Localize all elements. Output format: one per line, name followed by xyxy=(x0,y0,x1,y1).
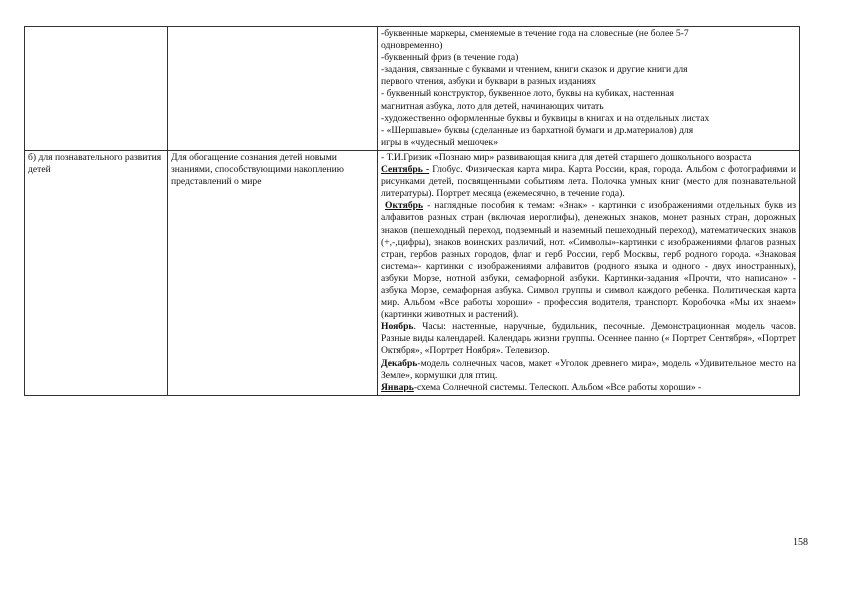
january-paragraph xyxy=(381,382,796,394)
december-paragraph xyxy=(381,358,796,382)
list-line: - буквенный конструктор, буквенное лото, буквы на кубиках, настенная xyxy=(381,88,675,100)
section-title-cell xyxy=(25,150,168,395)
list-line: игры в «чудесный мешочек» xyxy=(381,136,499,148)
intro-paragraph: - Т.И.Гризик «Познаю мир» развивающая книга для детей старшего дошкольного возраста xyxy=(381,151,752,163)
content-table xyxy=(24,26,800,396)
january-text: -схема Солнечной системы. Телескоп. Альбом «Все работы хороши» - xyxy=(413,381,702,393)
list-line: -буквенный фриз (в течение года) xyxy=(381,52,519,64)
list-line: -художественно оформленные буквы и буквицы в книгах и на отдельных листах xyxy=(381,112,710,124)
list-line: первого чтения, азбуки и буквари в разных изданиях xyxy=(381,76,597,88)
list-line: магнитная азбука, лото для детей, начинающих читать xyxy=(381,100,604,112)
month-label-december: Декабрь xyxy=(381,357,418,369)
september-text: Глобус. Физическая карта мира. Карта России, края, города. Альбом с фотографиями и рисунками детей, посвященными событиям лета. Полочка умных книг (место для познавательной литературы). Портрет месяца (ежемесячно, в течение года). xyxy=(381,164,796,200)
november-text: . Часы: настенные, наручные, будильник, песочные. Демонстрационная модель часов. Разные виды календарей. Календарь жизни группы. Осеннее панно (« Портрет Сентября», «Портрет Октября», «Портрет Ноября». Телевизор. xyxy=(381,321,796,357)
list-line: -задания, связанные с буквами и чтением, книги сказок и другие книги для xyxy=(381,64,688,76)
materials-cell xyxy=(378,150,800,395)
section-title: б) для познавательного развития детей xyxy=(28,151,162,176)
december-text: -модель солнечных часов, макет «Уголок древнего мира», модель «Удивительное место на Земле», кормушки для птиц. xyxy=(381,357,796,381)
month-label-november: Ноябрь xyxy=(381,321,414,333)
october-paragraph xyxy=(381,200,796,321)
row1-col3-cell xyxy=(378,27,800,151)
table-row xyxy=(25,150,800,395)
list-line: -буквенные маркеры, сменяемые в течение года на словесные (не более 5-7 xyxy=(381,28,689,39)
month-label-october: Октябрь xyxy=(385,200,424,212)
month-label-september: Сентябрь - xyxy=(381,164,430,176)
list-line: - «Шершавые» буквы (сделанные из бархатной бумаги и др.материалов) для xyxy=(381,124,694,136)
table-row xyxy=(25,27,800,151)
month-label-january: Январь xyxy=(381,381,414,393)
list-line: одновременно) xyxy=(381,40,443,52)
row1-col2-cell xyxy=(168,27,378,151)
purpose-text: Для обогащение сознания детей новыми знаниями, способствующими накоплению представлений о мире xyxy=(171,151,344,188)
purpose-cell xyxy=(168,150,378,395)
october-text: - наглядные пособия к темам: «Знак» - картинки с изображениями отдельных букв из алфавитов разных стран (включая иероглифы), денежных знаков, монет разных стран, дорожных знаков (пешеходный переход, подземный и наземный пешеходный переход), математических знаков (+,-,цифры), знаков воинских различий, нот. «Символы»-картинки с изображениями флагов разных стран, гербов разных городов, флаг и герб России, герб Москвы, герб родного города. «Знаковая система»- картинки с изображениями алфавитов (родного языка и одного - двух иностранных), азбуки Морзе, нотной азбуки, семафорной азбуки. Картинки-задания «Прочти, что написано» - азбука Морзе, семафорная азбука. Символ группы и символ каждого ребенка. Политическая карта мир. Альбом «Все работы хороши» - профессия водителя, транспорт. Коробочка «Мы их знаем» (картинки животных и растений). xyxy=(381,200,796,321)
september-paragraph xyxy=(381,164,796,200)
page-number: 158 xyxy=(793,537,808,548)
row1-col1-cell xyxy=(25,27,168,151)
november-paragraph xyxy=(381,321,796,357)
